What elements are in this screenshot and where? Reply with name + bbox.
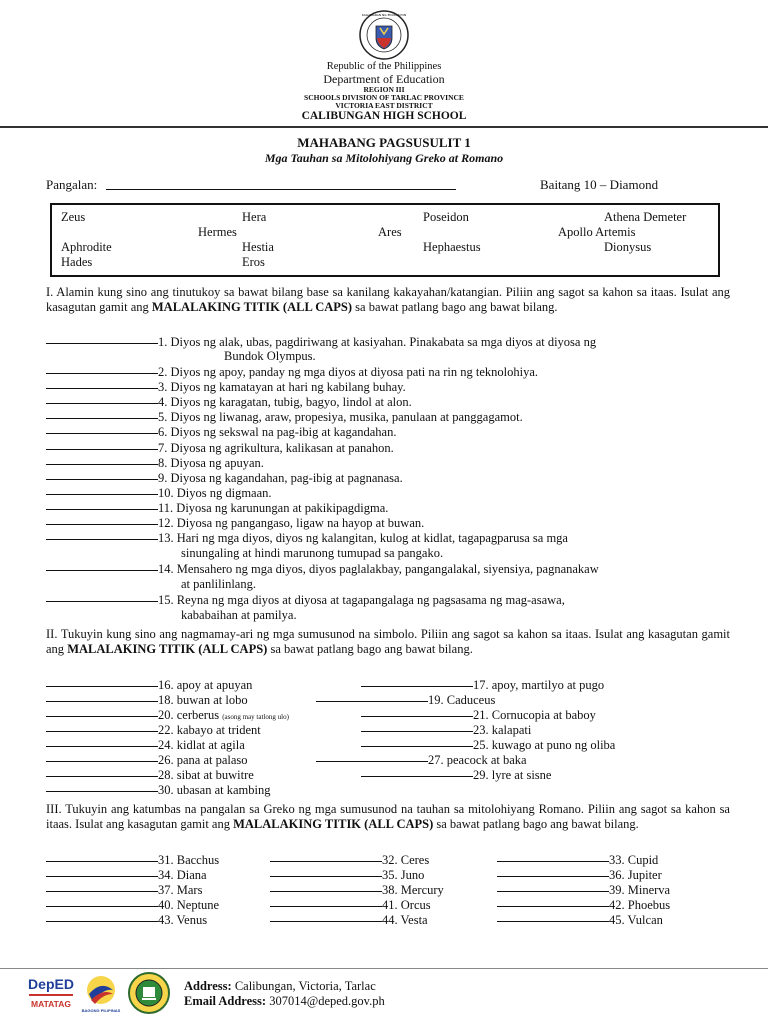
answer-blank[interactable] <box>361 686 473 687</box>
answer-blank[interactable] <box>46 373 158 374</box>
answer-blank[interactable] <box>46 343 158 344</box>
question-item: 5. Diyos ng liwanag, araw, propesiya, musika, panulaan at panggagamot. <box>46 410 523 425</box>
answer-blank[interactable] <box>497 876 609 877</box>
email-value[interactable]: 307014@deped.gov.ph <box>269 994 385 1008</box>
choice-item: Ares <box>378 225 402 239</box>
question-item: 18. buwan at lobo <box>46 693 248 708</box>
answer-blank[interactable] <box>46 418 158 419</box>
question-item: 45. Vulcan <box>497 913 663 928</box>
question-item: 31. Bacchus <box>46 853 219 868</box>
answer-blank[interactable] <box>270 876 382 877</box>
question-item: 16. apoy at apuyan <box>46 678 252 693</box>
answer-blank[interactable] <box>361 731 473 732</box>
grade-section: Baitang 10 – Diamond <box>540 177 659 192</box>
answer-blank[interactable] <box>316 701 428 702</box>
instruction-caps: MALALAKING TITIK (ALL CAPS) <box>233 817 434 831</box>
question-item: 17. apoy, martilyo at pugo <box>361 678 604 693</box>
answer-blank[interactable] <box>46 716 158 717</box>
question-item: 34. Diana <box>46 868 207 883</box>
deped-matatag-logo-icon <box>26 974 76 1012</box>
answer-blank[interactable] <box>46 494 158 495</box>
question-item: 3. Diyos ng kamatayan at hari ng kabilang buhay. <box>46 380 406 395</box>
exam-title <box>0 135 768 166</box>
republic-line: Republic of the Philippines <box>326 61 442 72</box>
answer-blank[interactable] <box>270 906 382 907</box>
question-item: 32. Ceres <box>270 853 429 868</box>
instruction-text: II. Tukuyin kung sino ang nagmamay-ari ng mga sumusunod na simbolo. Piliin ang sagot sa kahon sa itaas. Isulat ang kasagutan gamit ang <box>46 627 730 656</box>
answer-blank[interactable] <box>46 539 158 540</box>
choice-item: Dionysus <box>604 240 652 254</box>
question-item: 23. kalapati <box>361 723 531 738</box>
question-item: 7. Diyosa ng agrikultura, kalikasan at panahon. <box>46 441 394 456</box>
title-main: MAHABANG PAGSUSULIT 1 <box>297 135 471 150</box>
address-label: Address: <box>184 979 232 993</box>
answer-blank[interactable] <box>46 601 158 602</box>
question-item: 37. Mars <box>46 883 202 898</box>
part3-instruction <box>46 802 730 832</box>
bagong-logo-text: BAGONG PILIPINAS <box>81 1008 121 1013</box>
question-item: 2. Diyos ng apoy, panday ng mga diyos at diyosa pati na rin ng teknolohiya. <box>46 365 538 380</box>
answer-blank[interactable] <box>46 403 158 404</box>
instruction-text: sa bawat patlang bago ang bawat bilang. <box>436 817 639 831</box>
question-item: 41. Orcus <box>270 898 431 913</box>
answer-blank[interactable] <box>46 509 158 510</box>
address-value: Calibungan, Victoria, Tarlac <box>234 979 376 993</box>
question-item: 21. Cornucopia at baboy <box>361 708 596 723</box>
answer-blank[interactable] <box>46 464 158 465</box>
bagong-pilipinas-logo-icon <box>80 972 122 1014</box>
name-field[interactable] <box>106 189 456 190</box>
answer-blank[interactable] <box>270 891 382 892</box>
answer-blank[interactable] <box>497 891 609 892</box>
answer-blank[interactable] <box>497 861 609 862</box>
footer-divider <box>0 968 768 969</box>
footer-contact <box>184 979 385 1009</box>
region-line: REGION III <box>363 84 405 94</box>
answer-blank[interactable] <box>270 861 382 862</box>
matatag-logo-text: MATATAG <box>31 999 71 1009</box>
answer-blank[interactable] <box>46 921 158 922</box>
header-divider <box>0 126 768 128</box>
question-continuation: sinungaling at hindi marunong tumupad sa pangako. <box>181 546 444 560</box>
deped-seal-icon <box>359 10 409 60</box>
choice-item: Poseidon <box>423 210 469 224</box>
question-item: 9. Diyosa ng kagandahan, pag-ibig at pagnanasa. <box>46 471 403 486</box>
question-item: 4. Diyos ng karagatan, tubig, bagyo, lindol at alon. <box>46 395 412 410</box>
question-item: 44. Vesta <box>270 913 428 928</box>
question-item: 40. Neptune <box>46 898 219 913</box>
question-item: 20. cerberus (asong may tatlong ulo) <box>46 708 289 723</box>
name-label: Pangalan: <box>46 177 98 192</box>
choice-item: Athena Demeter <box>604 210 687 224</box>
question-item: 11. Diyosa ng karunungan at pakikipagdigma. <box>46 501 388 516</box>
question-item: 42. Phoebus <box>497 898 670 913</box>
answer-blank[interactable] <box>46 861 158 862</box>
question-item: 8. Diyosa ng apuyan. <box>46 456 264 471</box>
question-item: 39. Minerva <box>497 883 670 898</box>
choice-item: Aphrodite <box>61 240 112 254</box>
answer-blank[interactable] <box>46 479 158 480</box>
cerberus-note: (asong may tatlong ulo) <box>222 713 289 721</box>
answer-blank[interactable] <box>46 906 158 907</box>
part1-instruction <box>46 285 730 315</box>
question-item: 33. Cupid <box>497 853 658 868</box>
choice-item: Hestia <box>242 240 274 254</box>
answer-blank[interactable] <box>46 524 158 525</box>
choice-item: Hera <box>242 210 267 224</box>
choice-item: Apollo Artemis <box>558 225 636 239</box>
question-item: 28. sibat at buwitre <box>46 768 254 783</box>
instruction-caps: MALALAKING TITIK (ALL CAPS) <box>67 642 268 656</box>
answer-blank[interactable] <box>497 921 609 922</box>
question-item: 6. Diyos ng sekswal na pag-ibig at kagandahan. <box>46 425 396 440</box>
question-item: 1. Diyos ng alak, ubas, pagdiriwang at kasiyahan. Pinakabata sa mga diyos at diyosa ng <box>46 335 596 350</box>
instruction-text: sa bawat patlang bago ang bawat bilang. <box>355 300 558 314</box>
part2-instruction <box>46 627 730 657</box>
question-item: 12. Diyosa ng pangangaso, ligaw na hayop at buwan. <box>46 516 424 531</box>
choice-item: Hades <box>61 255 93 269</box>
question-item: 10. Diyos ng digmaan. <box>46 486 272 501</box>
letterhead <box>0 10 768 123</box>
answer-blank[interactable] <box>497 906 609 907</box>
instruction-text: sa bawat patlang bago ang bawat bilang. <box>270 642 473 656</box>
question-item: 15. Reyna ng mga diyos at diyosa at tagapangalaga ng pagsasama ng mag-asawa, <box>46 593 565 608</box>
choice-item: Eros <box>242 255 265 269</box>
question-item: 27. peacock at baka <box>316 753 527 768</box>
answer-blank[interactable] <box>46 701 158 702</box>
answer-blank[interactable] <box>46 791 158 792</box>
answer-blank[interactable] <box>46 731 158 732</box>
answer-blank[interactable] <box>46 891 158 892</box>
question-item: 13. Hari ng mga diyos, diyos ng kalangitan, kulog at kidlat, tagapagparusa sa mga <box>46 531 568 546</box>
title-sub: Mga Tauhan sa Mitolohiyang Greko at Romano <box>264 151 504 165</box>
answer-blank[interactable] <box>46 433 158 434</box>
choice-item: Zeus <box>61 210 86 224</box>
division-line: SCHOOLS DIVISION OF TARLAC PROVINCE <box>304 92 464 102</box>
answer-blank[interactable] <box>46 876 158 877</box>
question-item: 22. kabayo at trident <box>46 723 261 738</box>
question-continuation: at panlilinlang. <box>181 577 256 591</box>
question-continuation: kababaihan at pamilya. <box>181 608 297 622</box>
question-item: 14. Mensahero ng mga diyos, diyos paglalakbay, pangangalakal, siyensiya, pagnanakaw <box>46 562 599 577</box>
answer-blank[interactable] <box>46 570 158 571</box>
email-label: Email Address: <box>184 994 267 1008</box>
school-logo-icon <box>128 972 170 1014</box>
instruction-caps: MALALAKING TITIK (ALL CAPS) <box>151 300 353 314</box>
answer-blank[interactable] <box>46 449 158 450</box>
department-line: Department of Education <box>323 71 445 86</box>
answer-blank[interactable] <box>361 716 473 717</box>
question-item: 25. kuwago at puno ng oliba <box>361 738 615 753</box>
answer-blank[interactable] <box>361 776 473 777</box>
answer-blank[interactable] <box>46 686 158 687</box>
answer-blank[interactable] <box>46 776 158 777</box>
seal-text: KAGAWARAN NG EDUKASYON <box>361 13 407 17</box>
question-item: 30. ubasan at kambing <box>46 783 270 798</box>
question-item: 19. Caduceus <box>316 693 495 708</box>
question-item: 38. Mercury <box>270 883 444 898</box>
question-item: 43. Venus <box>46 913 207 928</box>
deped-logo-text: DepED <box>28 976 74 992</box>
question-continuation: Bundok Olympus. <box>224 349 316 363</box>
answer-blank[interactable] <box>46 388 158 389</box>
instruction-text: I. Alamin kung sino ang tinutukoy sa bawat bilang base sa kanilang kakayahan/katangian. Piliin ang sagot sa kahon sa itaas. Isulat ang kasagutan gamit ang <box>46 285 730 314</box>
question-item: 29. lyre at sisne <box>361 768 551 783</box>
answer-blank[interactable] <box>46 746 158 747</box>
instruction-text: III. Tukuyin ang katumbas na pangalan sa Greko ng mga sumusunod na tauhan sa mitolohiyang Romano. Piliin ang sagot sa kahon sa itaas. Isulat ang kasagutan gamit ang <box>46 802 730 831</box>
question-item: 35. Juno <box>270 868 424 883</box>
school-name: CALIBUNGAN HIGH SCHOOL <box>301 110 467 123</box>
question-item: 36. Jupiter <box>497 868 662 883</box>
answer-blank[interactable] <box>316 761 428 762</box>
choice-item: Hermes <box>198 225 237 239</box>
answer-blank[interactable] <box>270 921 382 922</box>
answer-blank[interactable] <box>361 746 473 747</box>
district-line: VICTORIA EAST DISTRICT <box>335 101 433 111</box>
question-item: 24. kidlat at agila <box>46 738 245 753</box>
question-item: 26. pana at palaso <box>46 753 248 768</box>
choice-item: Hephaestus <box>423 240 481 254</box>
choices-box <box>50 203 720 277</box>
answer-blank[interactable] <box>46 761 158 762</box>
